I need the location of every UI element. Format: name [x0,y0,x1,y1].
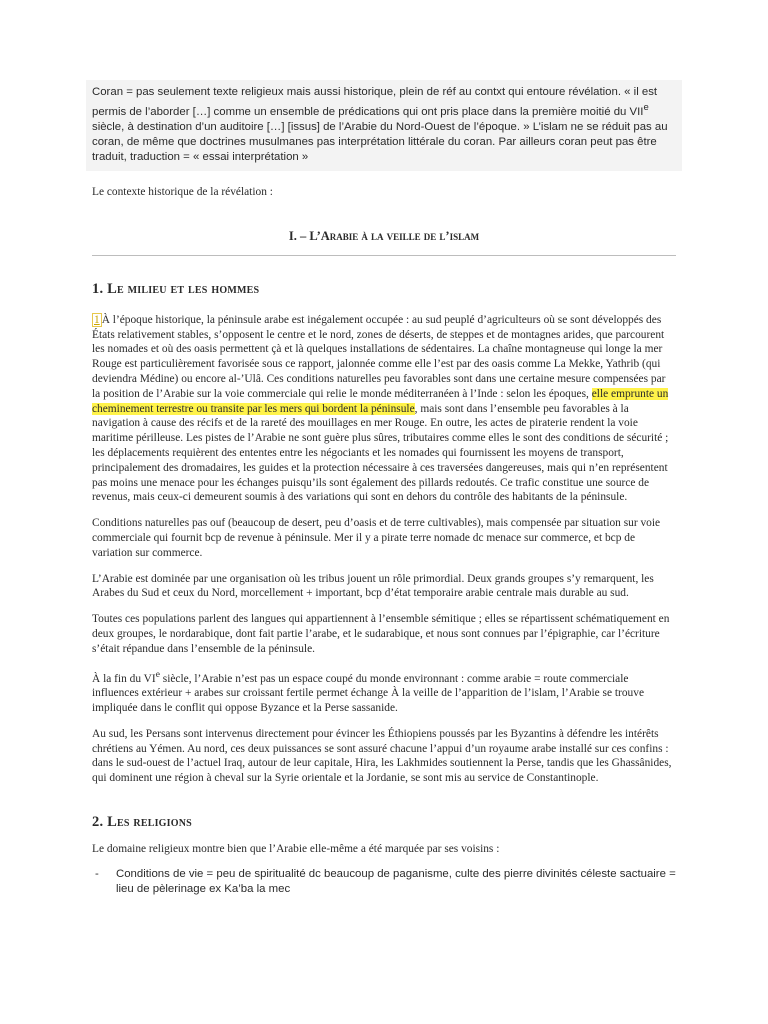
section-title-milieu: 1. Le milieu et les hommes [92,280,260,297]
century-superscript: e [155,669,160,680]
intro-block [86,80,682,171]
paragraph-text: siècle, l’Arabie n’est pas un espace coupé du monde environnant : comme arabie = route commerciale influences extérieur + arabes sur croissant fertile permet échange À la veille de l’apparition de l’islam, l’Arabie se trouve impliquée dans le conflit qui oppose Byzance et la Perse sassanide. [92,672,644,714]
paragraph-langues: Toutes ces populations parlent des langues qui appartiennent à l’ensemble sémitique ; elles se répartissent schématiquement en deux groupes, le nordarabique, dont fait partie l’arabe, et le sudarabique, et nous sont connues par l’épigraphie, car l’écriture s’était répandue dans l’ensemble de la péninsule. [92,613,670,655]
intro-paragraph [92,85,676,165]
paragraph-tribus: L’Arabie est dominée par une organisation où les tribus jouent un rôle primordial. Deux grands groupes s’y remarquent, les Arabes du Sud et ceux du Nord, morcellement + important, bcp d’état temporaire arabie centrale mais durable au sud. [92,572,654,600]
paragraph-text: À l’époque historique, la péninsule arabe est inégalement occupée : au sud peuplé d’agriculteurs où se sont développés des États relativement stables, s’opposent le centre et le nord, zones de déserts, de steppes et de montagnes arides, que parcourent les nomades et où des oasis permettent çà et là quelques installations de sédentaires. La chaîne montagneuse qui longe la mer Rouge est particulièrement favorisée sous ce rapport, jalonnée comme elle l’est par des oasis comme La Mekke, Yathrib (qui deviendra Médine) ou encore al-’Ulâ. Ces conditions naturelles peu favorables sont dans une certaine mesure compensées par la position de l’Arabie sur la voie commerciale qui relie le monde méditerranéen à l’Inde : selon les époques, [92,313,666,400]
list-item [92,867,676,897]
chapter-title: I. – L’Arabie à la veille de l’islam [92,229,676,256]
section-title-religions: 2. Les religions [92,813,192,830]
list-item-text: Conditions de vie = peu de spiritualité dc beaucoup de paganisme, culte des pierre divinités céleste sactuaire = lieu de pèlerinage ex Ka’ba la mec [116,867,676,895]
bullet-list [92,867,676,897]
intro-text-part: siècle, à destination d’un auditoire […] [issus] de l’Arabie du Nord-Ouest de l’époque. » L’islam ne se réduit pas au coran, de même que doctrines musulmanes pas interprétation littérale du coran. Par ailleurs coran peut pas être traduit, traduction = « essai interprétation » [92,120,668,163]
paragraph-conditions: Conditions naturelles pas ouf (beaucoup de desert, peu d’oasis et de terre cultivables), mais compensée par situation sur voie commerciale qui fournit bcp de revenue à péninsule. Mer il y a pirate terre nomade dc menace sur commerce, et bcp de variation sur commerce. [92,517,661,559]
paragraph-text: À la fin du VI [92,672,156,685]
paragraph-sud-nord: Au sud, les Persans sont intervenus directement pour évincer les Éthiopiens poussés par les Byzantins à défendre les intérêts chrétiens au Yémen. Au nord, ces deux puissances se sont assuré chacune l’appui d’un royaume arabe installé sur ces confins : dans le sud-ouest de l’actuel Iraq, autour de leur capitale, Hira, les Lakhmides soutiennent la Perse, tandis que les Ghassânides, qui dominent une région à cheval sur la Syrie orientale et la Jordanie, se sont mis au service de Constantinople. [92,727,672,785]
paragraph-peninsule [92,313,676,505]
century-superscript: e [643,102,649,113]
paragraph-fin-vie-siecle [92,668,676,716]
century-numeral: VII [629,105,644,118]
highlighted-text: elle emprunte un cheminement terrestre ou transite par les mers qui bordent la péninsule [92,387,669,415]
context-heading: Le contexte historique de la révélation : [92,185,273,198]
intro-text-part: Coran = pas seulement texte religieux mais aussi historique, plein de réf au contxt qui entoure révélation. « il est permis de l’aborder […] comme un ensemble de prédications qui ont pris place dans la première moitié du [92,86,658,118]
footnote-reference-link[interactable]: 1 [94,313,100,326]
paragraph-domaine-religieux: Le domaine religieux montre bien que l’Arabie elle-même a été marquée par ses voisins : [92,842,500,855]
paragraph-text: , mais sont dans l’ensemble peu favorables à la navigation à cause des récifs et de la rareté des mouillages en mer Rouge. En outre, les actes de piraterie rendent la voie maritime périlleuse. Les pistes de l’Arabie ne sont guère plus sûres, tributaires comme elles le sont des conditions de sécurité ; les déplacements requièrent des ententes entre les négociants et les nomades qui fournissent les moyens de transport, principalement des dromadaires, les guides et la protection nécessaire à ces traversées dangereuses, mais qui n’en représentent pas moins une menace pour les échanges puisqu’ils sont également des pillards redoutés. Ce trafic constitue une source de revenus, mais ceux-ci demeurent soumis à des variations qui sont en dehors du contrôle des habitants de la péninsule. [92,402,669,504]
bullet-dash: - [95,867,99,880]
